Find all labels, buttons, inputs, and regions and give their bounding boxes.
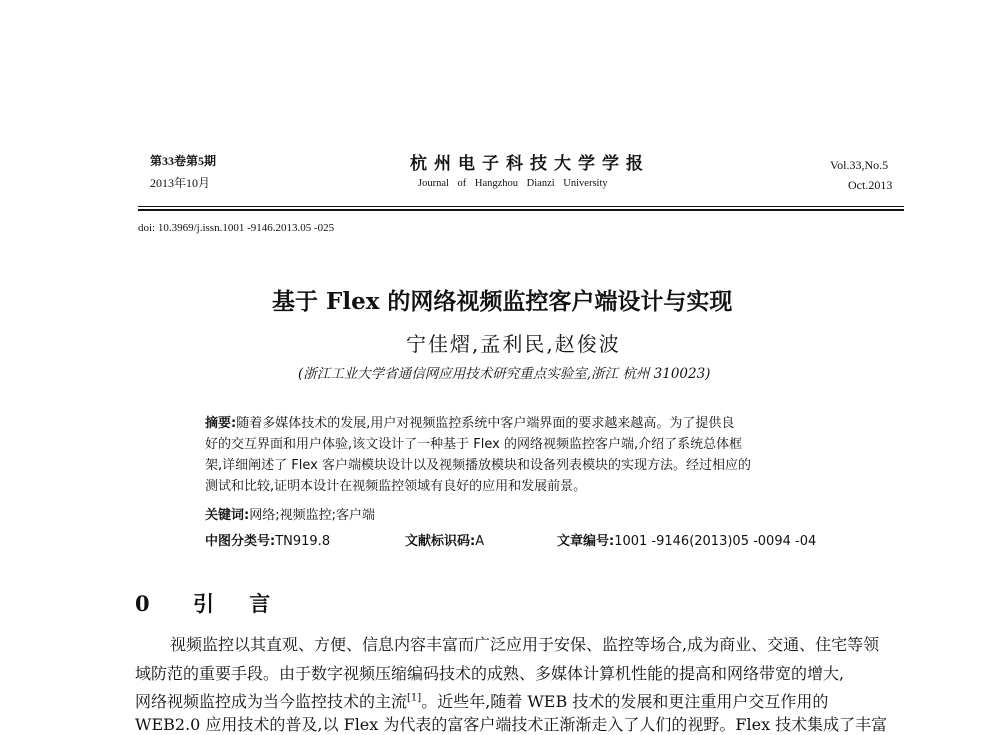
doi: doi: 10.3969/j.issn.1001 -9146.2013.05 -025 xyxy=(138,222,335,234)
document-code-label: 文献标识码: xyxy=(405,534,476,549)
abstract xyxy=(205,413,751,497)
abstract-line: 架,详细阐述了 Flex 客户端模块设计以及视频播放模块和设备列表模块的实现方法。经过相应的 xyxy=(205,458,751,473)
classification-label: 中图分类号: xyxy=(205,534,276,549)
date-cn: 2013年10月 xyxy=(150,176,211,190)
journal-title-en: Journal of Hangzhou Dianzi University xyxy=(418,178,608,189)
section-heading xyxy=(135,588,284,618)
date-en: Oct.2013 xyxy=(848,178,893,192)
abstract-line: 测试和比较,证明本设计在视频监控领域有良好的应用和发展前景。 xyxy=(205,479,587,494)
document-code xyxy=(405,531,484,552)
keywords xyxy=(205,505,375,526)
keywords-value: 网络;视频监控;客户端 xyxy=(249,508,375,523)
classification-value: TN919.8 xyxy=(275,534,331,549)
header-rule-thin xyxy=(138,206,904,207)
classification xyxy=(205,531,330,552)
body-line: WEB2.0 应用技术的普及,以 Flex 为代表的富客户端技术正渐渐走入了人们的视野。Flex 技术集成了丰富 xyxy=(135,715,888,734)
section-title: 引 言 xyxy=(192,591,285,616)
volume-issue-cn: 第33卷第5期 xyxy=(150,154,217,168)
paper-title: 基于 Flex 的网络视频监控客户端设计与实现 xyxy=(272,288,733,315)
section-number: 0 xyxy=(135,591,164,616)
body-line: 域防范的重要手段。由于数字视频压缩编码技术的成熟、多媒体计算机性能的提高和网络带宽的增大, xyxy=(135,664,845,683)
header-rule xyxy=(138,209,904,211)
authors: 宁佳熠,孟利民,赵俊波 xyxy=(406,332,621,356)
keywords-label: 关键词: xyxy=(205,508,250,523)
abstract-line: 摘要:随着多媒体技术的发展,用户对视频监控系统中客户端界面的要求越来越高。为了提供良 xyxy=(205,416,735,431)
body-line: 视频监控以其直观、方便、信息内容丰富而广泛应用于安保、监控等场合,成为商业、交通、住宅等领 xyxy=(170,635,880,654)
citation-ref: [1] xyxy=(407,692,422,704)
document-code-value: A xyxy=(475,534,485,549)
volume-issue-en: Vol.33,No.5 xyxy=(830,158,889,172)
abstract-line: 好的交互界面和用户体验,该文设计了一种基于 Flex 的网络视频监控客户端,介绍了系统总体框 xyxy=(205,437,743,452)
body-line: 网络视频监控成为当今监控技术的主流[1]。近些年,随着 WEB 技术的发展和更注重用户交互作用的 xyxy=(135,692,829,711)
article-number-value: 1001 -9146(2013)05 -0094 -04 xyxy=(614,534,817,549)
article-number-label: 文章编号: xyxy=(557,534,615,549)
journal-title-cn: 杭州电子科技大学学报 xyxy=(410,154,650,174)
affiliation: (浙江工业大学省通信网应用技术研究重点实验室,浙江 杭州 310023) xyxy=(298,366,711,382)
article-number xyxy=(557,531,816,552)
abstract-label: 摘要: xyxy=(205,416,237,431)
